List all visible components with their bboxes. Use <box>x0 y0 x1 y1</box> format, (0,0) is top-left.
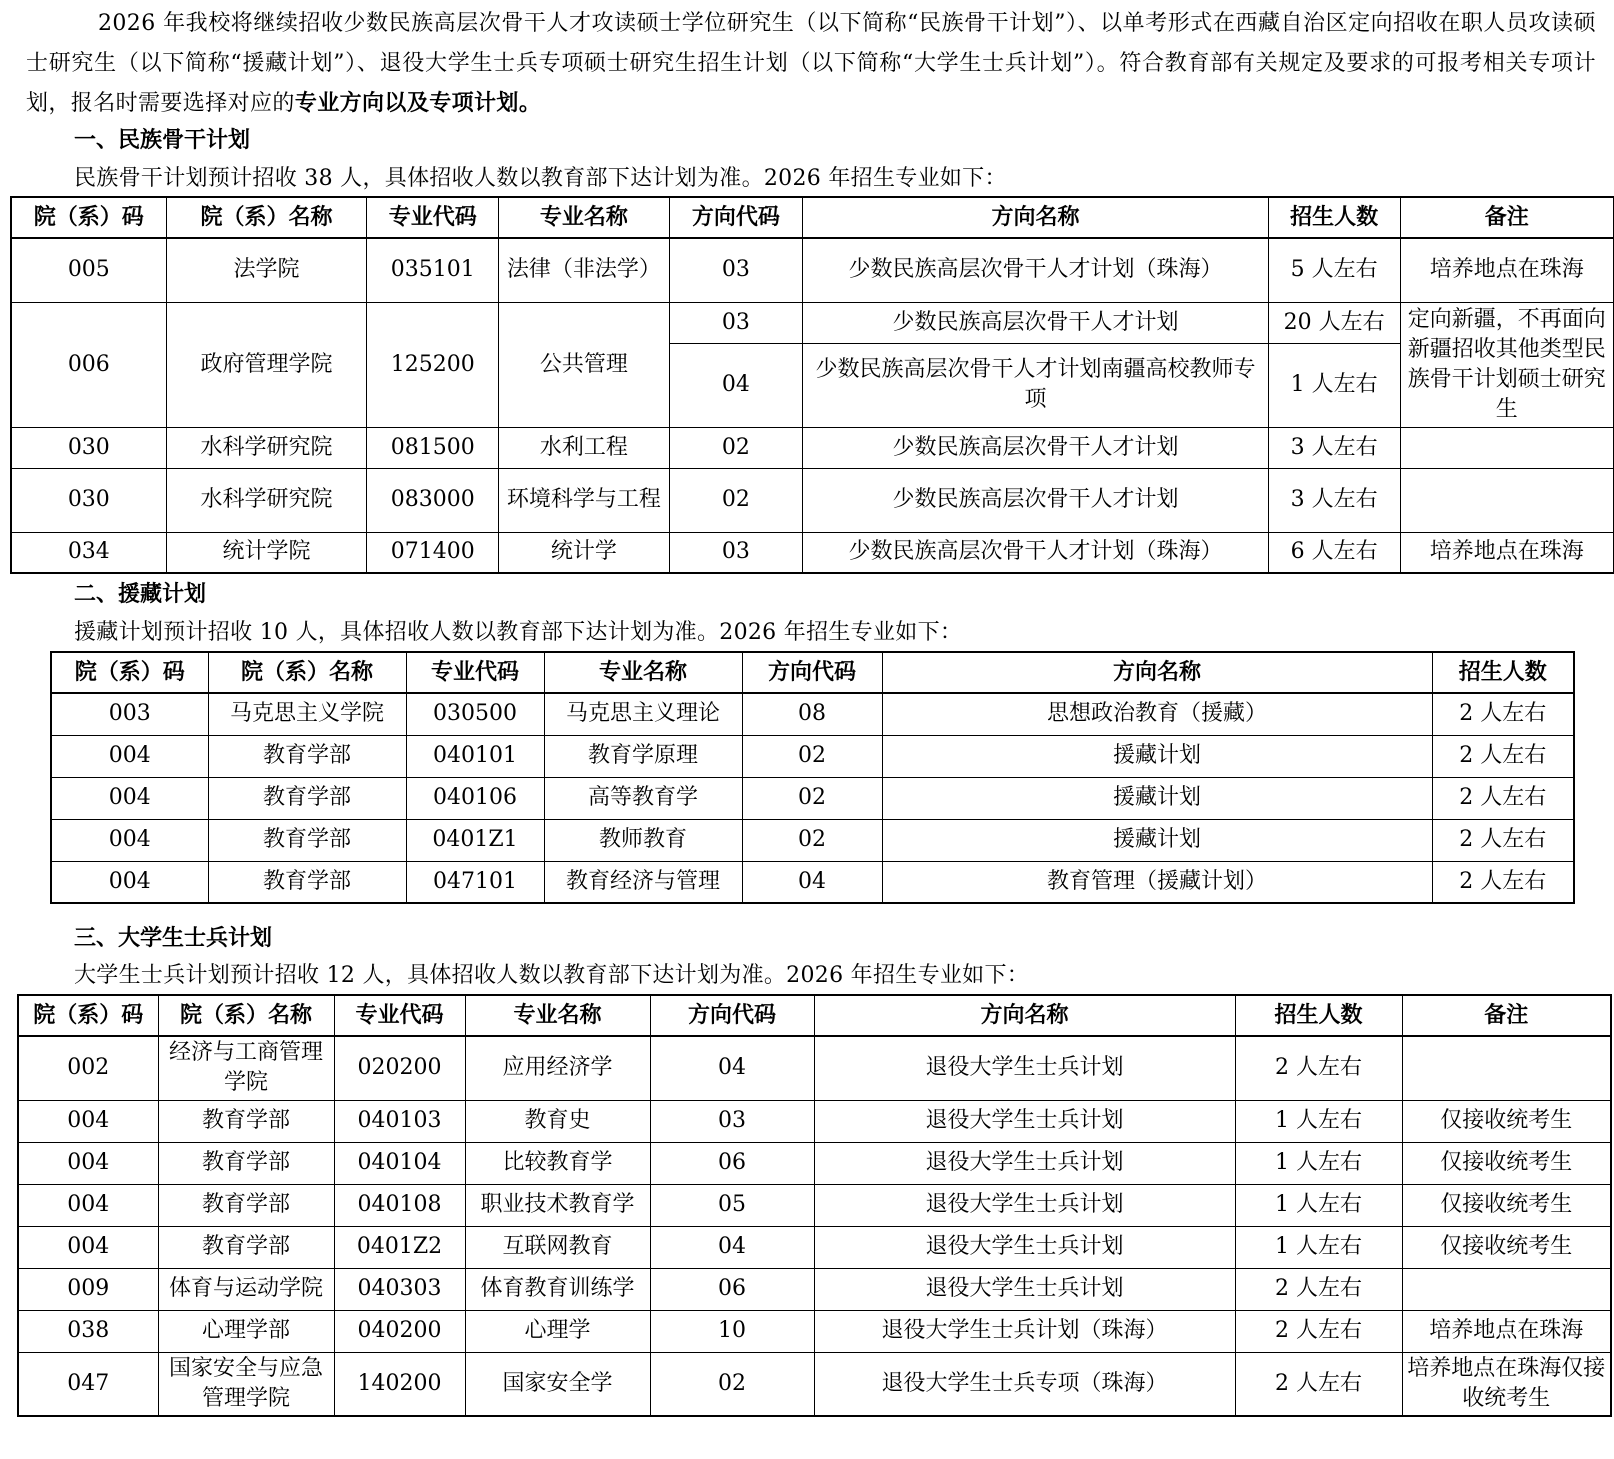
cell-direction-name: 退役大学生士兵专项（珠海） <box>814 1352 1235 1416</box>
cell-dept-name: 教育学部 <box>158 1184 334 1226</box>
cell-remarks: 定向新疆，不再面向新疆招收其他类型民族骨干计划硕士研究生 <box>1400 302 1614 427</box>
header-dept-name: 院（系）名称 <box>158 995 334 1036</box>
header-enrollment: 招生人数 <box>1432 652 1574 693</box>
cell-major-code: 040303 <box>334 1268 465 1310</box>
cell-direction-name: 退役大学生士兵计划 <box>814 1268 1235 1310</box>
cell-major-code: 040104 <box>334 1142 465 1184</box>
cell-direction-code: 08 <box>742 693 882 735</box>
header-major-name: 专业名称 <box>544 652 742 693</box>
cell-direction-code: 02 <box>742 819 882 861</box>
cell-major-name: 马克思主义理论 <box>544 693 742 735</box>
cell-dept-code: 004 <box>51 777 208 819</box>
cell-dept-code: 034 <box>11 532 166 573</box>
cell-enrollment: 2 人左右 <box>1432 693 1574 735</box>
cell-dept-name: 经济与工商管理学院 <box>158 1036 334 1100</box>
cell-enrollment: 5 人左右 <box>1268 238 1400 302</box>
cell-direction-name: 援藏计划 <box>882 819 1432 861</box>
cell-direction-code: 03 <box>669 238 803 302</box>
cell-major-code: 083000 <box>367 468 499 532</box>
header-major-code: 专业代码 <box>367 197 499 238</box>
cell-enrollment: 1 人左右 <box>1235 1100 1402 1142</box>
cell-major-name: 互联网教育 <box>465 1226 650 1268</box>
cell-enrollment: 3 人左右 <box>1268 427 1400 468</box>
cell-dept-code: 006 <box>11 302 166 427</box>
table-row <box>51 819 1574 861</box>
cell-remarks: 仅接收统考生 <box>1402 1184 1611 1226</box>
cell-direction-code: 03 <box>650 1100 814 1142</box>
cell-major-code: 0401Z1 <box>406 819 544 861</box>
table-row <box>18 1142 1611 1184</box>
cell-direction-code: 03 <box>669 532 803 573</box>
cell-direction-name: 少数民族高层次骨干人才计划（珠海） <box>803 532 1268 573</box>
cell-major-name: 国家安全学 <box>465 1352 650 1416</box>
cell-major-name: 体育教育训练学 <box>465 1268 650 1310</box>
cell-remarks: 仅接收统考生 <box>1402 1100 1611 1142</box>
cell-direction-code: 04 <box>650 1226 814 1268</box>
cell-enrollment: 1 人左右 <box>1268 343 1400 427</box>
header-direction-code: 方向代码 <box>742 652 882 693</box>
cell-remarks: 培养地点在珠海 <box>1402 1310 1611 1352</box>
header-major-code: 专业代码 <box>334 995 465 1036</box>
cell-enrollment: 2 人左右 <box>1235 1268 1402 1310</box>
cell-major-name: 统计学 <box>499 532 669 573</box>
table-row <box>18 1352 1611 1416</box>
cell-major-name: 环境科学与工程 <box>499 468 669 532</box>
table-row <box>18 1100 1611 1142</box>
cell-major-name: 应用经济学 <box>465 1036 650 1100</box>
cell-major-code: 071400 <box>367 532 499 573</box>
cell-major-name: 教育经济与管理 <box>544 861 742 903</box>
cell-enrollment: 6 人左右 <box>1268 532 1400 573</box>
cell-enrollment: 2 人左右 <box>1432 777 1574 819</box>
cell-major-code: 040101 <box>406 735 544 777</box>
cell-remarks: 仅接收统考生 <box>1402 1226 1611 1268</box>
table-minority-plan <box>10 196 1614 574</box>
cell-dept-name: 统计学院 <box>166 532 367 573</box>
cell-dept-name: 教育学部 <box>208 861 406 903</box>
cell-direction-code: 04 <box>742 861 882 903</box>
header-remarks: 备注 <box>1402 995 1611 1036</box>
table-row <box>11 238 1614 302</box>
cell-dept-name: 国家安全与应急管理学院 <box>158 1352 334 1416</box>
cell-major-name: 心理学 <box>465 1310 650 1352</box>
table-row <box>51 735 1574 777</box>
cell-major-name: 教师教育 <box>544 819 742 861</box>
cell-major-code: 125200 <box>367 302 499 427</box>
table-header-row <box>18 995 1611 1036</box>
cell-direction-code: 04 <box>650 1036 814 1100</box>
cell-remarks: 仅接收统考生 <box>1402 1142 1611 1184</box>
cell-dept-code: 030 <box>11 427 166 468</box>
intro-emphasis: 专业方向以及专项计划。 <box>294 91 542 116</box>
cell-direction-name: 退役大学生士兵计划 <box>814 1142 1235 1184</box>
table-row <box>51 777 1574 819</box>
header-major-name: 专业名称 <box>499 197 669 238</box>
cell-enrollment: 1 人左右 <box>1235 1226 1402 1268</box>
cell-remarks: 培养地点在珠海仅接收统考生 <box>1402 1352 1611 1416</box>
cell-direction-code: 02 <box>669 468 803 532</box>
cell-dept-name: 教育学部 <box>158 1142 334 1184</box>
cell-direction-code: 02 <box>669 427 803 468</box>
cell-major-code: 040108 <box>334 1184 465 1226</box>
cell-major-name: 高等教育学 <box>544 777 742 819</box>
intro-paragraph <box>26 4 1596 124</box>
header-dept-code: 院（系）码 <box>11 197 166 238</box>
cell-dept-code: 004 <box>18 1184 158 1226</box>
table-row <box>11 532 1614 573</box>
cell-direction-code: 02 <box>742 735 882 777</box>
cell-direction-name: 退役大学生士兵计划（珠海） <box>814 1310 1235 1352</box>
cell-dept-code: 004 <box>18 1100 158 1142</box>
cell-direction-name: 援藏计划 <box>882 777 1432 819</box>
header-direction-name: 方向名称 <box>882 652 1432 693</box>
cell-dept-code: 004 <box>18 1142 158 1184</box>
header-dept-name: 院（系）名称 <box>208 652 406 693</box>
header-dept-code: 院（系）码 <box>18 995 158 1036</box>
table-row <box>18 1226 1611 1268</box>
section-heading-tibet: 二、援藏计划 <box>74 582 207 607</box>
cell-dept-name: 政府管理学院 <box>166 302 367 427</box>
table-row <box>18 1310 1611 1352</box>
cell-direction-code: 05 <box>650 1184 814 1226</box>
cell-major-code: 081500 <box>367 427 499 468</box>
table-row <box>51 861 1574 903</box>
header-dept-name: 院（系）名称 <box>166 197 367 238</box>
cell-major-code: 040200 <box>334 1310 465 1352</box>
section-heading-soldier: 三、大学生士兵计划 <box>74 926 273 951</box>
cell-major-code: 0401Z2 <box>334 1226 465 1268</box>
cell-enrollment: 2 人左右 <box>1235 1310 1402 1352</box>
cell-remarks <box>1400 468 1614 532</box>
cell-major-code: 020200 <box>334 1036 465 1100</box>
header-direction-code: 方向代码 <box>650 995 814 1036</box>
cell-major-name: 教育学原理 <box>544 735 742 777</box>
cell-major-code: 047101 <box>406 861 544 903</box>
cell-direction-name: 援藏计划 <box>882 735 1432 777</box>
cell-direction-code: 04 <box>669 343 803 427</box>
cell-enrollment: 2 人左右 <box>1432 819 1574 861</box>
cell-direction-name: 少数民族高层次骨干人才计划 <box>803 302 1268 343</box>
table-row <box>51 693 1574 735</box>
cell-direction-name: 退役大学生士兵计划 <box>814 1184 1235 1226</box>
cell-major-name: 教育史 <box>465 1100 650 1142</box>
cell-dept-code: 005 <box>11 238 166 302</box>
intro-text: 2026 年我校将继续招收少数民族高层次骨干人才攻读硕士学位研究生（以下简称“民族骨干计划”）、以单考形式在西藏自治区定向招收在职人员攻读硕士研究生（以下简称“援藏计划”）、退役大学生士兵专项硕士研究生招生计划（以下简称“大学生士兵计划”）。符合教育部有关规定及要求的可报考相关专项计划，报名时需要选择对应的 <box>26 11 1596 116</box>
cell-enrollment: 3 人左右 <box>1268 468 1400 532</box>
cell-major-name: 法律（非法学） <box>499 238 669 302</box>
table-header-row <box>51 652 1574 693</box>
header-major-name: 专业名称 <box>465 995 650 1036</box>
cell-major-name: 水利工程 <box>499 427 669 468</box>
table-row <box>11 427 1614 468</box>
table-row <box>18 1036 1611 1100</box>
cell-dept-name: 水科学研究院 <box>166 468 367 532</box>
table-row <box>11 468 1614 532</box>
table-header-row <box>11 197 1614 238</box>
cell-major-name: 职业技术教育学 <box>465 1184 650 1226</box>
cell-direction-code: 06 <box>650 1268 814 1310</box>
cell-direction-name: 教育管理（援藏计划） <box>882 861 1432 903</box>
section-intro-tibet: 援藏计划预计招收 10 人，具体招收人数以教育部下达计划为准。2026 年招生专业如下： <box>74 620 963 645</box>
cell-dept-code: 003 <box>51 693 208 735</box>
cell-direction-name: 退役大学生士兵计划 <box>814 1100 1235 1142</box>
cell-direction-name: 思想政治教育（援藏） <box>882 693 1432 735</box>
cell-direction-code: 02 <box>650 1352 814 1416</box>
header-major-code: 专业代码 <box>406 652 544 693</box>
cell-major-code: 035101 <box>367 238 499 302</box>
cell-dept-code: 030 <box>11 468 166 532</box>
table-tibet-plan <box>50 651 1575 904</box>
cell-dept-code: 009 <box>18 1268 158 1310</box>
cell-dept-name: 教育学部 <box>208 735 406 777</box>
header-remarks: 备注 <box>1400 197 1614 238</box>
cell-enrollment: 1 人左右 <box>1235 1184 1402 1226</box>
cell-enrollment: 20 人左右 <box>1268 302 1400 343</box>
cell-dept-name: 水科学研究院 <box>166 427 367 468</box>
cell-dept-name: 教育学部 <box>208 819 406 861</box>
header-direction-code: 方向代码 <box>669 197 803 238</box>
cell-remarks <box>1402 1268 1611 1310</box>
cell-dept-code: 004 <box>18 1226 158 1268</box>
cell-direction-code: 10 <box>650 1310 814 1352</box>
cell-dept-name: 马克思主义学院 <box>208 693 406 735</box>
section-intro-minority: 民族骨干计划预计招收 38 人，具体招收人数以教育部下达计划为准。2026 年招生专业如下： <box>74 166 1007 191</box>
table-soldier-plan <box>17 994 1612 1417</box>
cell-dept-code: 004 <box>51 819 208 861</box>
section-heading-minority: 一、民族骨干计划 <box>74 128 251 153</box>
cell-remarks <box>1402 1036 1611 1100</box>
cell-dept-name: 教育学部 <box>208 777 406 819</box>
cell-dept-name: 心理学部 <box>158 1310 334 1352</box>
header-direction-name: 方向名称 <box>803 197 1268 238</box>
cell-major-name: 比较教育学 <box>465 1142 650 1184</box>
cell-direction-name: 少数民族高层次骨干人才计划 <box>803 468 1268 532</box>
cell-major-code: 030500 <box>406 693 544 735</box>
cell-dept-name: 法学院 <box>166 238 367 302</box>
cell-remarks: 培养地点在珠海 <box>1400 532 1614 573</box>
cell-major-name: 公共管理 <box>499 302 669 427</box>
cell-major-code: 040103 <box>334 1100 465 1142</box>
header-dept-code: 院（系）码 <box>51 652 208 693</box>
table-row <box>18 1184 1611 1226</box>
cell-remarks: 培养地点在珠海 <box>1400 238 1614 302</box>
cell-dept-code: 004 <box>51 861 208 903</box>
cell-direction-code: 06 <box>650 1142 814 1184</box>
table-row <box>18 1268 1611 1310</box>
cell-major-code: 040106 <box>406 777 544 819</box>
cell-major-code: 140200 <box>334 1352 465 1416</box>
cell-enrollment: 1 人左右 <box>1235 1142 1402 1184</box>
header-enrollment: 招生人数 <box>1268 197 1400 238</box>
cell-direction-name: 退役大学生士兵计划 <box>814 1226 1235 1268</box>
cell-direction-name: 少数民族高层次骨干人才计划 <box>803 427 1268 468</box>
cell-dept-code: 002 <box>18 1036 158 1100</box>
cell-dept-name: 体育与运动学院 <box>158 1268 334 1310</box>
header-direction-name: 方向名称 <box>814 995 1235 1036</box>
cell-dept-name: 教育学部 <box>158 1100 334 1142</box>
cell-dept-name: 教育学部 <box>158 1226 334 1268</box>
table-row <box>11 302 1614 343</box>
cell-direction-name: 少数民族高层次骨干人才计划（珠海） <box>803 238 1268 302</box>
cell-enrollment: 2 人左右 <box>1432 861 1574 903</box>
cell-dept-code: 047 <box>18 1352 158 1416</box>
cell-enrollment: 2 人左右 <box>1235 1036 1402 1100</box>
cell-enrollment: 2 人左右 <box>1235 1352 1402 1416</box>
cell-dept-code: 038 <box>18 1310 158 1352</box>
cell-enrollment: 2 人左右 <box>1432 735 1574 777</box>
cell-direction-code: 03 <box>669 302 803 343</box>
cell-remarks <box>1400 427 1614 468</box>
cell-direction-name: 退役大学生士兵计划 <box>814 1036 1235 1100</box>
header-enrollment: 招生人数 <box>1235 995 1402 1036</box>
cell-direction-code: 02 <box>742 777 882 819</box>
section-intro-soldier: 大学生士兵计划预计招收 12 人，具体招收人数以教育部下达计划为准。2026 年招生专业如下： <box>74 963 1030 988</box>
cell-direction-name: 少数民族高层次骨干人才计划南疆高校教师专项 <box>803 343 1268 427</box>
cell-dept-code: 004 <box>51 735 208 777</box>
